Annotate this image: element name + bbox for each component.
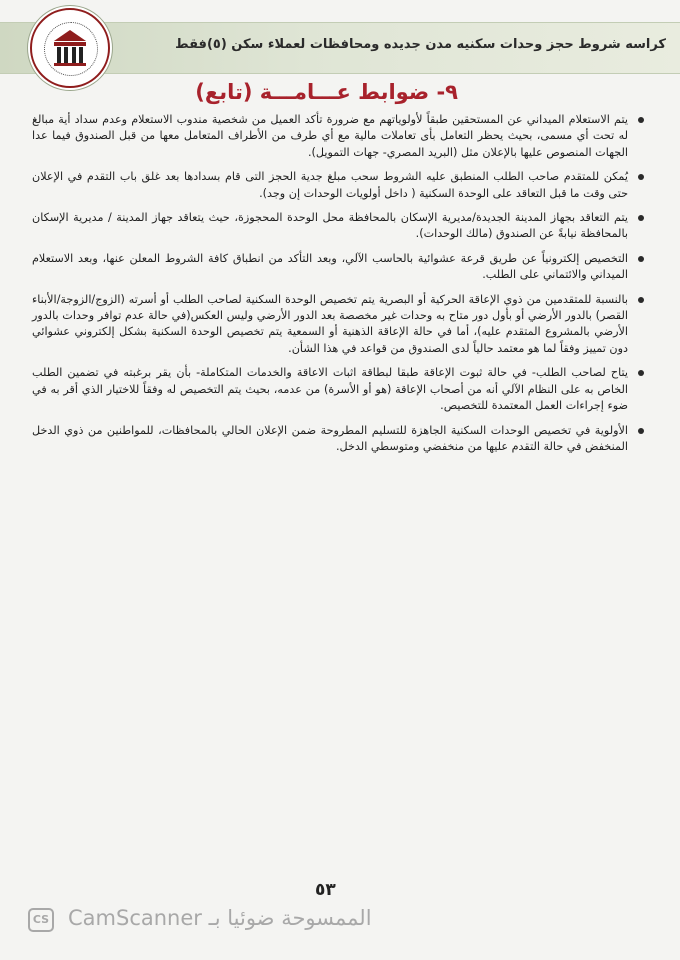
header-title: كراسه شروط حجز وحدات سكنيه مدن جديده ومحافظات لعملاء سكن (٥)فقط xyxy=(175,37,666,52)
list-item xyxy=(32,112,644,161)
ministry-logo xyxy=(30,8,110,88)
list-item-text: يتم التعاقد بجهاز المدينة الجديدة/مديرية الإسكان بالمحافظة محل الوحدة المحجوزة، حيث يتعاقد جهاز المدينة / مديرية الإسكان بالمحافظة نيابةً عن الصندوق (مالك الوحدات). xyxy=(32,211,628,241)
list-item-text: يتم الاستعلام الميداني عن المستحقين طبقاً لأولوياتهم مع ضرورة تأكد العميل من شخصية مندوب الاستعلام وعدم سداد أية مبالغ له تحت أي مسمى، بحيث يحظر التعامل بأى تعاملات مالية مع أي طرف من الأطراف المتعامل معها من قبل الصندوق فيما عدا الجهات المنصوص عليها بالإعلان مثل (البريد المصري- جهات التمويل). xyxy=(32,113,628,159)
list-item-text: يُمكن للمتقدم صاحب الطلب المنطبق عليه الشروط سحب مبلغ جدية الحجز التى قام بسدادها بعد غلق باب التقدم في الإعلان حتى وقت ما قبل التعاقد على الوحدة السكنية ( داخل أولويات الوحدات إن وجد). xyxy=(32,170,628,200)
list-item-text: بالنسبة للمتقدمين من ذوي الإعاقة الحركية أو البصرية يتم تخصيص الوحدة السكنية لصاحب الطلب أو أسرته (الزوج/الزوجة/الأبناء القصر) بالدور الأرضي أو بأول دور متاح به وحدات غير مخصصة بعد الدور الأرضي وليس العكس(في حالة عدم توافر وحدات بالدور الأرضي بالمشروع المتقدم عليه)، أما في حالة الإعاقة الذهنية أو السمعية يتم تخصيص الوحدة السكنية بشكل إلكتروني عشوائي دون تمييز وفقاً لما هو معتمد حالياً لدى الصندوق من قواعد في هذا الشأن. xyxy=(32,292,628,355)
bullet-icon xyxy=(638,297,644,303)
watermark-text: الممسوحة ضوئيا بـ CamScanner xyxy=(68,906,372,930)
building-emblem-icon xyxy=(52,28,88,68)
list-item xyxy=(32,169,644,202)
list-item xyxy=(32,292,644,358)
bullet-icon xyxy=(638,174,644,180)
conditions-list xyxy=(32,112,644,463)
list-item xyxy=(32,251,644,284)
page-number: ٥٣ xyxy=(315,880,336,900)
list-item-text: التخصيص إلكترونياً عن طريق قرعة عشوائية بالحاسب الآلي، وبعد التأكد من انطباق كافة الشروط المعلن عنها، وبعد الاستعلام الميداني والائتماني على الطلب. xyxy=(32,251,628,282)
list-item-text: الأولوية في تخصيص الوحدات السكنية الجاهزة للتسليم المطروحة ضمن الإعلان الحالي بالمحافظات، للمواطنين من ذوي الدخل المنخفض في حالة التقدم عليها من منخفضي ومتوسطي الدخل. xyxy=(32,423,628,453)
camscanner-watermark xyxy=(28,906,428,936)
list-item xyxy=(32,210,644,243)
section-title: ٩- ضوابط عـــامـــة (تابع) xyxy=(195,80,458,104)
bullet-icon xyxy=(638,117,644,123)
bullet-icon xyxy=(638,256,644,262)
camscanner-logo-icon: CS xyxy=(28,908,54,932)
list-item xyxy=(32,365,644,414)
bullet-icon xyxy=(638,370,644,376)
list-item-text: يتاح لصاحب الطلب- في حالة ثبوت الإعاقة طبقا لبطاقة اثبات الاعاقة والخدمات المتكاملة- بأن يقر برغبته في تضمين الطلب الخاص به على النظام الآلي أنه من أصحاب الإعاقة (هو أو الأسرة) من عدمه، بحيث يتم التخصيص له وفقاً للاختيار الذي أقر به في ضوء إجراءات العمل المعتمدة للتخصيص. xyxy=(32,366,628,413)
bullet-icon xyxy=(638,215,644,221)
list-item xyxy=(32,423,644,456)
bullet-icon xyxy=(638,428,644,434)
